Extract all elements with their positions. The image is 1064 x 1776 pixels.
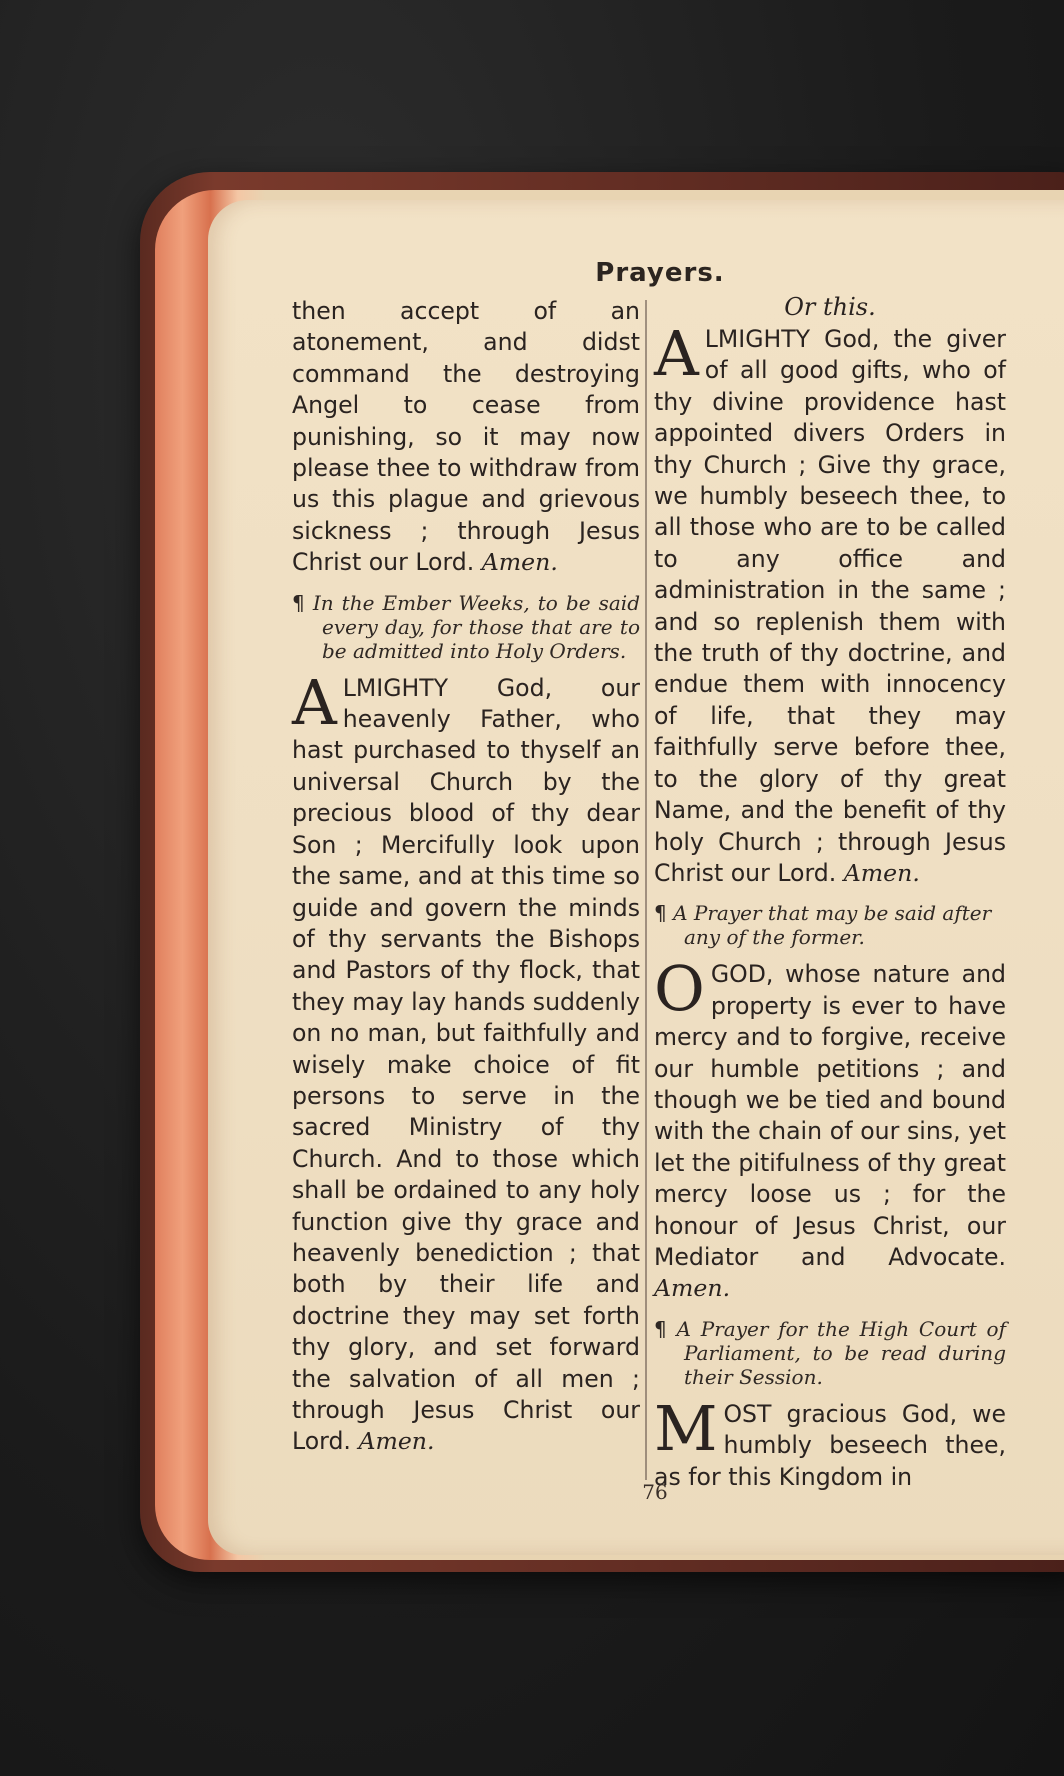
rubric-ember-text: In the Ember Weeks, to be said every day, for those that are to be admitted into Holy Orders. (312, 590, 640, 663)
prayer-1-text: then accept of an atonement, and didst command the destroying Angel to cease from punishing, so it may now please thee to withdraw from us this plague and grievous sickness ; through Jesus Christ our Lord. (292, 297, 640, 577)
rubric-ember-weeks (292, 591, 640, 663)
left-column (292, 296, 640, 1458)
pilcrow-icon: ¶ (654, 901, 667, 926)
rubric-parliament (654, 1317, 1006, 1389)
pilcrow-icon: ¶ (292, 590, 305, 615)
drop-cap-m: M (654, 1391, 718, 1465)
prayer-5-text: OST gracious God, we humbly beseech thee, as for this Kingdom in (654, 1399, 1006, 1491)
drop-cap-o: O (654, 952, 705, 1026)
prayer-5 (654, 1391, 1006, 1493)
drop-cap-a-2: A (654, 317, 699, 390)
page-number: 76 (642, 1480, 668, 1504)
page-header: Prayers. (595, 258, 725, 288)
rubric-parliament-text: A Prayer for the High Court of Parliament, to be read during their Session. (676, 1316, 1006, 1389)
prayer-4-text: GOD, whose nature and property is ever to have mercy and to forgive, receive our humble petitions ; and though we be tied and bound with the chain of our sins, yet let the pitifulness of thy great mercy loose us ; for the honour of Jesus Christ, our Mediator and Advocate. (654, 960, 1006, 1271)
prayer-1-end (292, 296, 640, 579)
rubric-after-former (654, 901, 1006, 949)
drop-cap-a: A (292, 665, 337, 739)
rubric-after-text: A Prayer that may be said after any of the former. (673, 901, 992, 950)
prayer-4 (654, 952, 1006, 1304)
column-divider (645, 300, 647, 1480)
amen-1: Amen. (481, 548, 558, 577)
prayer-2-text: LMIGHTY God, our heavenly Father, who hast purchased to thyself an universal Church by the precious blood of thy dear Son ; Mercifully look upon the same, and at this time so guide and govern the minds of thy servants the Bishops and Pastors of thy flock, that they may lay hands suddenly on no man, but faithfully and wisely make choice of fit persons to serve in the sacred Ministry of thy Church. And to those which shall be ordained to any holy function give thy grace and heavenly benediction ; that both by their life and doctrine they may set forth thy glory, and set forward the salvation of all men ; through Jesus Christ our Lord. (292, 673, 640, 1456)
prayer-2 (292, 665, 640, 1458)
amen-2: Amen. (358, 1427, 435, 1456)
amen-3: Amen. (843, 858, 920, 887)
amen-4: Amen. (654, 1274, 731, 1303)
right-column (654, 292, 1006, 1493)
pilcrow-icon: ¶ (654, 1316, 667, 1341)
prayer-3-text: LMIGHTY God, the giver of all good gifts, who of thy divine providence hast appointed divers Orders in thy Church ; Give thy grace, we humbly beseech thee, to all those who are to be called to any office and administration in the same ; and so replenish them with the truth of thy doctrine, and endue them with innocency of life, that they may faithfully serve before thee, to the glory of thy great Name, and the benefit of thy holy Church ; through Jesus Christ our Lord. (654, 325, 1006, 887)
prayer-3 (654, 317, 1006, 889)
or-this-heading: Or this. (784, 293, 876, 321)
